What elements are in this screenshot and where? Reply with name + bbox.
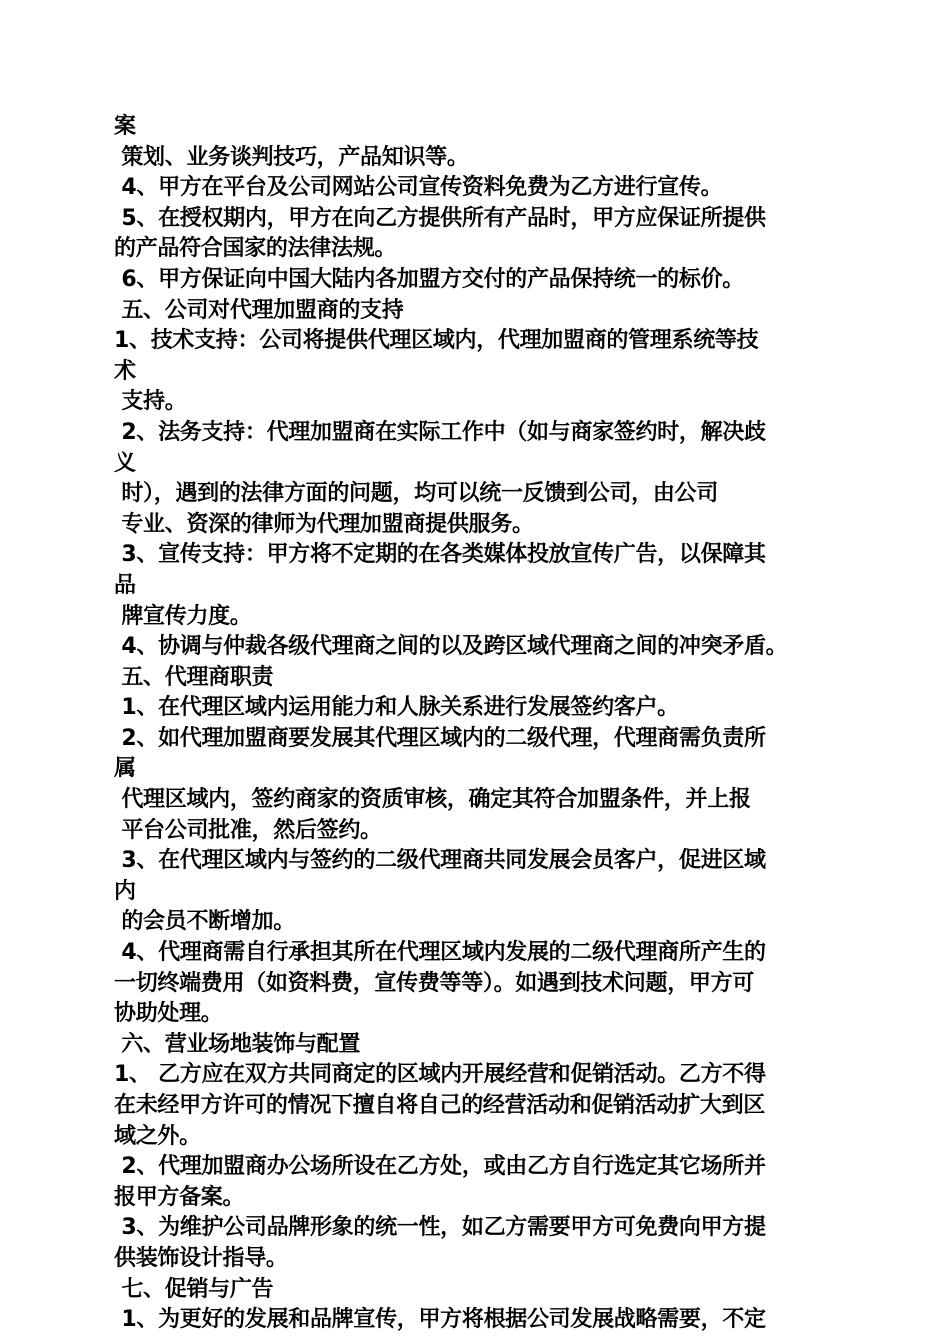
text-line: 时），遇到的法律方面的问题，均可以统一反馈到公司，由公司 (114, 481, 718, 507)
text-line: 1、 乙方应在双方共同商定的区域内开展经营和促销活动。乙方不得 (114, 1062, 766, 1088)
text-line: 义 (114, 450, 136, 476)
text-line: 策划、业务谈判技巧，产品知识等。 (114, 144, 469, 170)
text-line: 2、如代理加盟商要发展其代理区域内的二级代理，代理商需负责所 (114, 725, 766, 751)
text-line: 的会员不断增加。 (114, 909, 295, 935)
text-line: 属 (114, 756, 136, 782)
text-line: 1、为更好的发展和品牌宣传，甲方将根据公司发展战略需要，不定 (114, 1307, 766, 1333)
text-line: 的产品符合国家的法律法规。 (114, 236, 397, 262)
text-line: 3、在代理区域内与签约的二级代理商共同发展会员客户，促进区域 (114, 848, 766, 874)
text-line: 代理区域内，签约商家的资质审核，确定其符合加盟条件，并上报 (114, 787, 751, 813)
section-heading: 六、营业场地装饰与配置 (114, 1031, 361, 1057)
text-line: 一切终端费用（如资料费，宣传费等等）。如遇到技术问题，甲方可 (114, 970, 755, 996)
text-line: 4、甲方在平台及公司网站公司宣传资料免费为乙方进行宣传。 (114, 175, 723, 201)
text-line: 品 (114, 572, 136, 598)
text-line: 3、宣传支持：甲方将不定期的在各类媒体投放宣传广告，以保障其 (114, 542, 766, 568)
text-line: 报甲方备案。 (114, 1184, 245, 1210)
text-line: 支持。 (114, 389, 187, 415)
document-body (114, 112, 840, 1336)
text-line: 内 (114, 878, 136, 904)
text-line: 供装饰设计指导。 (114, 1245, 288, 1271)
text-line: 3、为维护公司品牌形象的统一性，如乙方需要甲方可免费向甲方提 (114, 1215, 766, 1241)
text-line: 2、法务支持：代理加盟商在实际工作中（如与商家签约时，解决歧 (114, 419, 766, 445)
text-line: 在未经甲方许可的情况下擅自将自己的经营活动和促销活动扩大到区 (114, 1093, 766, 1118)
text-line: 牌宣传力度。 (114, 603, 252, 629)
text-line: 4、协调与仲裁各级代理商之间的以及跨区域代理商之间的冲突矛盾。 (114, 634, 788, 660)
section-heading: 七、促销与广告 (114, 1276, 274, 1302)
text-line: 平台公司批准，然后签约。 (114, 817, 382, 843)
text-line: 4、代理商需自行承担其所在代理区域内发展的二级代理商所产生的 (114, 940, 766, 966)
text-line: 6、甲方保证向中国大陆内各加盟方交付的产品保持统一的标价。 (114, 266, 744, 292)
text-line: 1、在代理区域内运用能力和人脉关系进行发展签约客户。 (114, 695, 679, 721)
text-line: 1、技术支持：公司将提供代理区域内，代理加盟商的管理系统等技 (114, 328, 759, 354)
text-line: 术 (114, 358, 136, 384)
text-line: 协助处理。 (114, 1001, 223, 1027)
text-line: 5、在授权期内，甲方在向乙方提供所有产品时，甲方应保证所提供 (114, 205, 766, 231)
section-heading: 五、公司对代理加盟商的支持 (114, 297, 404, 323)
text-line: 域之外。 (114, 1123, 201, 1149)
text-line: 2、代理加盟商办公场所设在乙方处，或由乙方自行选定其它场所并 (114, 1154, 766, 1180)
text-line: 案 (114, 114, 136, 139)
text-line: 专业、资深的律师为代理加盟商提供服务。 (114, 511, 534, 537)
section-heading: 五、代理商职责 (114, 664, 274, 690)
